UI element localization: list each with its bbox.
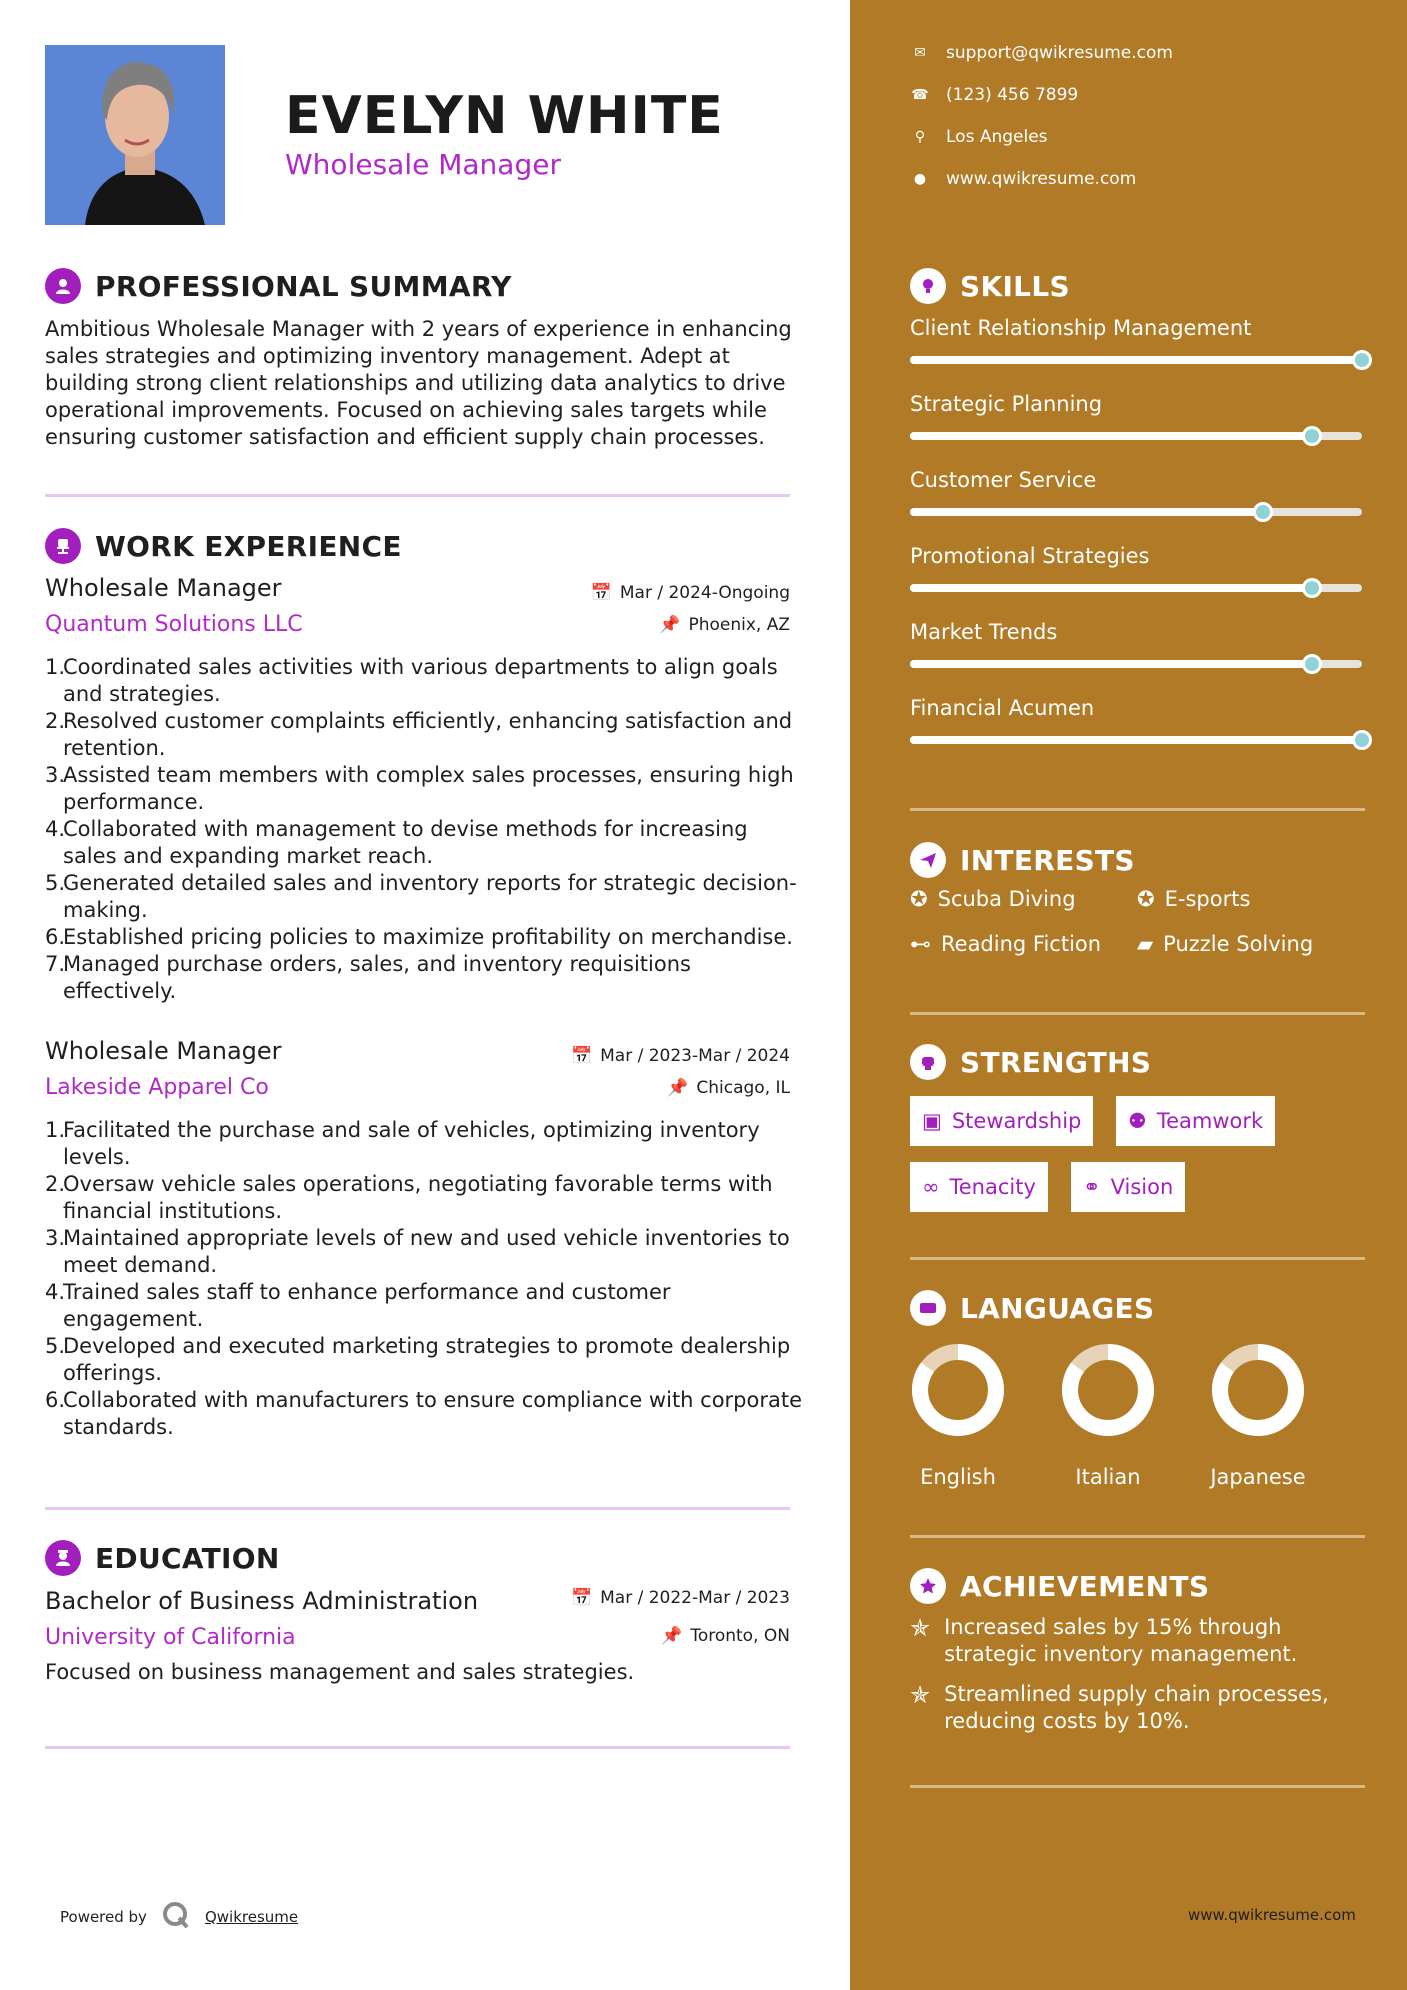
map-marker-icon: ⚲ — [914, 129, 926, 145]
language-ring — [911, 1343, 1005, 1437]
skill-bar-fill — [910, 356, 1362, 364]
skill-name: Strategic Planning — [910, 392, 1103, 416]
footer-powered — [60, 1900, 298, 1934]
skill-bar-fill — [910, 432, 1312, 440]
achievements-header — [910, 1568, 1209, 1604]
skill-item — [910, 696, 1365, 720]
summary-text: Ambitious Wholesale Manager with 2 years of experience in enhancing sales strategies and optimizing inventory management. Adept at building strong client relationships and utilizing data analytics to drive operational improvements. Focused on achieving sales targets while ensuring customer satisfaction and efficient supply chain processes. — [45, 317, 792, 449]
strength-tag: ⚭ Vision — [1071, 1162, 1185, 1212]
divider — [910, 1012, 1365, 1015]
skill-name: Market Trends — [910, 620, 1058, 644]
contact-location-text: Los Angeles — [946, 127, 1048, 147]
star-icon: ✯ — [910, 1614, 931, 1642]
school: University of California — [45, 1625, 296, 1650]
strength-tag: ⚉ Teamwork — [1116, 1096, 1275, 1146]
skill-name: Financial Acumen — [910, 696, 1095, 720]
skill-bar-knob — [1253, 502, 1273, 522]
skill-name: Customer Service — [910, 468, 1097, 492]
divider — [45, 1746, 790, 1749]
language-ring — [1211, 1343, 1305, 1437]
skill-item — [910, 620, 1365, 644]
pin-icon: 📌 — [661, 1626, 683, 1646]
star-icon: ✯ — [910, 1681, 931, 1709]
list-item: 3. Maintained appropriate levels of new and used vehicle inventories to meet demand. — [45, 1226, 790, 1277]
contact-phone-text: (123) 456 7899 — [946, 85, 1079, 105]
skill-bar-knob — [1302, 426, 1322, 446]
brand-link[interactable]: Qwikresume — [204, 1908, 299, 1926]
calendar-icon: 📅 — [570, 1588, 593, 1608]
list-item: 1. Coordinated sales activities with various departments to align goals and strategies. — [45, 655, 778, 706]
divider — [910, 808, 1365, 811]
skill-bar-fill — [910, 584, 1312, 592]
interests-header — [910, 842, 1135, 878]
paper-plane-icon — [910, 842, 946, 878]
language-name: Japanese — [1210, 1465, 1306, 1489]
skill-bar — [910, 356, 1362, 364]
education-title: EDUCATION — [95, 1541, 280, 1575]
envelope-icon: ✉ — [914, 45, 926, 61]
skills-header — [910, 268, 1070, 304]
gamepad-icon: ⊷ — [910, 932, 931, 956]
skill-bar — [910, 660, 1362, 668]
user-icon — [45, 268, 81, 304]
link-icon: ∞ — [922, 1175, 940, 1199]
list-item: 6. Collaborated with manufacturers to ensure compliance with corporate standards. — [45, 1388, 803, 1439]
job-company: Lakeside Apparel Co — [45, 1075, 269, 1100]
contact-website-text: www.qwikresume.com — [946, 169, 1137, 189]
pin-icon: 📌 — [659, 615, 681, 635]
contact-email[interactable] — [910, 43, 1173, 63]
sidebar — [850, 0, 1407, 1990]
job-location — [667, 1078, 790, 1098]
skill-bar-knob — [1352, 730, 1372, 750]
candidate-name: EVELYN WHITE — [285, 86, 724, 146]
skill-item — [910, 544, 1365, 568]
pin-icon: 📌 — [667, 1078, 689, 1098]
skill-bar-fill — [910, 508, 1263, 516]
strength-tag: ∞ Tenacity — [910, 1162, 1048, 1212]
skill-bar-fill — [910, 660, 1312, 668]
calendar-icon: 📅 — [570, 1046, 593, 1066]
job-dates — [591, 583, 790, 603]
education-location — [661, 1626, 790, 1646]
list-item: 6. Established pricing policies to maximize profitability on merchandise. — [45, 925, 793, 949]
phone-icon: ☎ — [911, 87, 929, 103]
list-item: 2. Resolved customer complaints efficiently, enhancing satisfaction and retention. — [45, 709, 793, 760]
lightbulb-icon — [910, 268, 946, 304]
job-dates-text: Mar / 2024-Ongoing — [619, 583, 790, 603]
skill-item — [910, 316, 1365, 340]
list-item: 7. Managed purchase orders, sales, and inventory requisitions effectively. — [45, 952, 691, 1003]
star-badge-icon — [910, 1568, 946, 1604]
skill-bar — [910, 584, 1362, 592]
calendar-icon: 📅 — [590, 583, 612, 603]
interests-title: INTERESTS — [960, 843, 1135, 877]
achievement-item: ✯ Streamlined supply chain processes, reducing costs by 10%. — [910, 1681, 1329, 1733]
education-location-text: Toronto, ON — [690, 1626, 790, 1646]
language-name: English — [920, 1465, 996, 1489]
binoculars-icon: ⚭ — [1083, 1175, 1101, 1199]
experience-title: WORK EXPERIENCE — [95, 529, 402, 563]
powered-by-label: Powered by — [60, 1908, 147, 1926]
list-item: 5. Developed and executed marketing strategies to promote dealership offerings. — [45, 1334, 791, 1385]
education-header — [45, 1540, 280, 1576]
contact-location — [910, 127, 1048, 147]
strengths-header — [910, 1044, 1151, 1080]
skill-bar — [910, 736, 1362, 744]
interest-item: ▰ Puzzle Solving — [1137, 932, 1314, 956]
contact-email-text: support@qwikresume.com — [946, 43, 1173, 63]
language-ring — [1061, 1343, 1155, 1437]
divider — [910, 1257, 1365, 1260]
job-dates-text: Mar / 2023-Mar / 2024 — [600, 1046, 790, 1066]
qwikresume-logo-icon — [161, 1900, 191, 1934]
language-item — [1203, 1343, 1313, 1489]
skill-bar-knob — [1302, 578, 1322, 598]
summary-title: PROFESSIONAL SUMMARY — [95, 269, 512, 303]
achievement-item: ✯ Increased sales by 15% through strategic inventory management. — [910, 1614, 1298, 1666]
skill-bar-knob — [1352, 350, 1372, 370]
life-ring-icon: ✪ — [910, 887, 928, 911]
profile-photo — [45, 45, 225, 225]
skill-item — [910, 468, 1365, 492]
education-dates — [571, 1588, 790, 1608]
book-icon: ▰ — [1137, 932, 1154, 956]
achievements-title: ACHIEVEMENTS — [960, 1569, 1210, 1603]
experience-header — [45, 528, 402, 564]
education-description: Focused on business management and sales strategies. — [45, 1660, 635, 1684]
degree: Bachelor of Business Administration — [45, 1587, 479, 1615]
strength-tag: ▣ Stewardship — [910, 1096, 1093, 1146]
list-item: 4. Trained sales staff to enhance performance and customer engagement. — [45, 1280, 671, 1331]
chair-icon — [45, 528, 81, 564]
job-location-text: Chicago, IL — [696, 1078, 790, 1098]
skill-item — [910, 392, 1365, 416]
summary-header — [45, 268, 512, 304]
strengths-title: STRENGTHS — [960, 1045, 1152, 1079]
job-bullets — [45, 1117, 805, 1441]
list-item: 5. Generated detailed sales and inventory reports for strategic decision-making. — [45, 871, 797, 922]
fist-icon — [910, 1044, 946, 1080]
skills-title: SKILLS — [960, 269, 1070, 303]
skill-bar — [910, 508, 1362, 516]
list-item: 3. Assisted team members with complex sales processes, ensuring high performance. — [45, 763, 794, 814]
contact-phone[interactable] — [910, 85, 1078, 105]
language-name: Italian — [1075, 1465, 1141, 1489]
divider — [45, 1507, 790, 1510]
users-icon: ⚉ — [1128, 1109, 1147, 1133]
skill-bar — [910, 432, 1362, 440]
job-location-text: Phoenix, AZ — [688, 615, 790, 635]
job-location — [659, 615, 790, 635]
globe-icon: ● — [913, 171, 927, 187]
skill-name: Client Relationship Management — [910, 316, 1252, 340]
list-item: 1. Facilitated the purchase and sale of vehicles, optimizing inventory levels. — [45, 1118, 760, 1169]
divider — [45, 494, 790, 497]
list-item: 4. Collaborated with management to devise methods for increasing sales and expanding market reach. — [45, 817, 748, 868]
interest-item: ✪ E-sports — [1137, 887, 1251, 911]
language-item — [903, 1343, 1013, 1489]
education-dates-text: Mar / 2022-Mar / 2023 — [600, 1588, 790, 1608]
languages-title: LANGUAGES — [960, 1291, 1155, 1325]
languages-header — [910, 1290, 1154, 1326]
skill-bar-knob — [1302, 654, 1322, 674]
list-item: 2. Oversaw vehicle sales operations, negotiating favorable terms with financial institutions. — [45, 1172, 773, 1223]
job-company: Quantum Solutions LLC — [45, 612, 303, 637]
divider — [910, 1785, 1365, 1788]
graduate-icon — [45, 1540, 81, 1576]
briefcase-icon: ▣ — [922, 1109, 942, 1133]
job-bullets — [45, 654, 805, 1005]
candidate-role: Wholesale Manager — [285, 148, 561, 181]
language-item — [1053, 1343, 1163, 1489]
interest-item: ✪ Scuba Diving — [910, 887, 1076, 911]
job-title: Wholesale Manager — [45, 574, 282, 602]
skill-bar-fill — [910, 736, 1362, 744]
translate-icon — [910, 1290, 946, 1326]
skill-name: Promotional Strategies — [910, 544, 1150, 568]
interest-item: ⊷ Reading Fiction — [910, 932, 1102, 956]
life-ring-icon: ✪ — [1137, 887, 1155, 911]
job-dates — [571, 1046, 790, 1066]
divider — [910, 1535, 1365, 1538]
footer-website[interactable]: www.qwikresume.com — [1188, 1906, 1356, 1924]
contact-website[interactable] — [910, 169, 1136, 189]
job-title: Wholesale Manager — [45, 1037, 282, 1065]
